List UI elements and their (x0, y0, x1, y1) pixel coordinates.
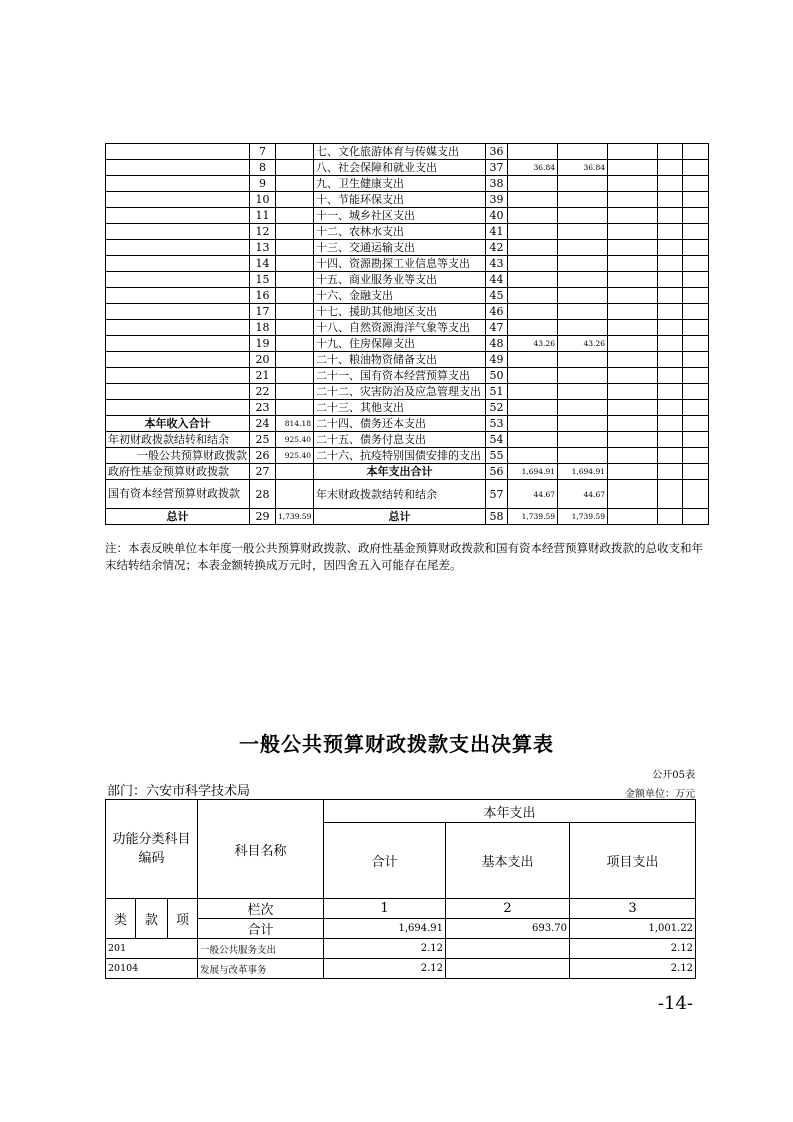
row-col4 (658, 400, 683, 416)
row-left-label (106, 336, 250, 352)
row-item-number: 54 (486, 432, 508, 448)
row-code: 201 (106, 939, 198, 959)
row-total-amount: 1,694.91 (508, 464, 558, 480)
row-basic-amount (558, 176, 608, 192)
row-total-amount (508, 288, 558, 304)
row-basic-amount (558, 320, 608, 336)
row-col5 (683, 240, 709, 256)
row-item-number: 52 (486, 400, 508, 416)
row-number: 7 (250, 144, 276, 160)
row-income-amount (276, 272, 314, 288)
row-total-amount (508, 304, 558, 320)
basic-header: 基本支出 (446, 823, 570, 899)
table-row (106, 400, 709, 416)
row-col4 (658, 384, 683, 400)
row-item-number: 44 (486, 272, 508, 288)
row-item-number: 37 (486, 160, 508, 176)
row-col5 (683, 272, 709, 288)
table-row (106, 368, 709, 384)
row-item-name: 二十五、债务付息支出 (314, 432, 486, 448)
table-row (106, 336, 709, 352)
row-item-number: 42 (486, 240, 508, 256)
row-number: 18 (250, 320, 276, 336)
row-left-label (106, 224, 250, 240)
row-number: 11 (250, 208, 276, 224)
row-item-number: 58 (486, 509, 508, 525)
row-basic-amount (558, 256, 608, 272)
row-col3 (608, 144, 658, 160)
page-title: 一般公共预算财政拨款支出决算表 (239, 732, 554, 756)
row-left-label (106, 144, 250, 160)
row-col5 (683, 509, 709, 525)
row-col4 (658, 176, 683, 192)
row-item-number: 39 (486, 192, 508, 208)
row-total-amount (508, 256, 558, 272)
row-col5 (683, 432, 709, 448)
row-total-amount: 43.26 (508, 336, 558, 352)
row-number: 14 (250, 256, 276, 272)
row-basic-amount (558, 352, 608, 368)
row-total-amount (508, 320, 558, 336)
row-col5 (683, 160, 709, 176)
row-col4 (658, 208, 683, 224)
row-number: 12 (250, 224, 276, 240)
row-left-label (106, 160, 250, 176)
row-item-name: 十四、资源勘探工业信息等支出 (314, 256, 486, 272)
row-basic-amount (558, 416, 608, 432)
row-income-amount (276, 464, 314, 480)
row-col5 (683, 176, 709, 192)
row-col3 (608, 320, 658, 336)
current-year-header: 本年支出 (324, 800, 696, 823)
table-row (106, 480, 709, 509)
row-total-amount (508, 272, 558, 288)
row-left-label: 国有资本经营预算财政拨款 (106, 480, 250, 509)
row-col4 (658, 272, 683, 288)
table-row (106, 256, 709, 272)
row-basic-amount (558, 192, 608, 208)
row-number: 29 (250, 509, 276, 525)
row-col3 (608, 160, 658, 176)
table-row (106, 509, 709, 525)
row-item-name: 二十四、债务还本支出 (314, 416, 486, 432)
row-total-amount (508, 144, 558, 160)
row-col4 (658, 320, 683, 336)
row-left-label (106, 320, 250, 336)
row-left-label: 一般公共预算财政拨款 (106, 448, 250, 464)
row-total: 2.12 (324, 959, 446, 979)
row-number: 26 (250, 448, 276, 464)
row-number: 9 (250, 176, 276, 192)
row-income-amount (276, 336, 314, 352)
total-row-basic: 693.70 (446, 919, 570, 939)
row-left-label (106, 240, 250, 256)
row-number: 19 (250, 336, 276, 352)
table-row (106, 288, 709, 304)
row-basic (446, 939, 570, 959)
page-number: -14- (657, 993, 693, 1014)
row-item-name: 十五、商业服务业等支出 (314, 272, 486, 288)
row-col5 (683, 352, 709, 368)
table-row (106, 272, 709, 288)
row-total: 2.12 (324, 939, 446, 959)
row-income-amount (276, 160, 314, 176)
row-basic-amount (558, 208, 608, 224)
row-col3 (608, 272, 658, 288)
row-basic-amount (558, 144, 608, 160)
row-income-amount (276, 288, 314, 304)
department-label: 部门：六安市科学技术局 (107, 784, 251, 799)
row-col3 (608, 256, 658, 272)
row-col4 (658, 288, 683, 304)
row-basic-amount (558, 384, 608, 400)
row-left-label (106, 368, 250, 384)
row-col3 (608, 368, 658, 384)
row-number: 23 (250, 400, 276, 416)
row-basic-amount (558, 432, 608, 448)
row-col3 (608, 224, 658, 240)
row-item-name: 十二、农林水支出 (314, 224, 486, 240)
row-number: 16 (250, 288, 276, 304)
row-item-number: 36 (486, 144, 508, 160)
row-col5 (683, 144, 709, 160)
row-total-amount (508, 352, 558, 368)
table-row (106, 448, 709, 464)
row-income-amount (276, 176, 314, 192)
col2-index: 2 (446, 899, 570, 919)
row-item-number: 48 (486, 336, 508, 352)
row-left-label (106, 288, 250, 304)
row-left-label (106, 384, 250, 400)
row-income-amount (276, 368, 314, 384)
row-item-name: 十六、金融支出 (314, 288, 486, 304)
expenditure-table (105, 799, 696, 979)
row-income-amount (276, 384, 314, 400)
row-item-name: 二十三、其他支出 (314, 400, 486, 416)
row-col4 (658, 240, 683, 256)
row-col5 (683, 384, 709, 400)
row-col4 (658, 304, 683, 320)
table-row (106, 240, 709, 256)
xiang-header: 项 (168, 899, 198, 939)
row-col4 (658, 256, 683, 272)
row-col5 (683, 208, 709, 224)
row-col4 (658, 160, 683, 176)
row-item-number: 47 (486, 320, 508, 336)
row-item-number: 43 (486, 256, 508, 272)
row-col5 (683, 464, 709, 480)
table-row (106, 384, 709, 400)
subject-name-header: 科目名称 (198, 800, 324, 899)
row-basic-amount: 44.67 (558, 480, 608, 509)
row-number: 24 (250, 416, 276, 432)
row-col5 (683, 480, 709, 509)
table-row (106, 144, 709, 160)
row-item-name: 八、社会保障和就业支出 (314, 160, 486, 176)
row-income-amount (276, 192, 314, 208)
row-item-name: 二十六、抗疫特别国债安排的支出 (314, 448, 486, 464)
kuan-header: 款 (136, 899, 168, 939)
row-item-number: 50 (486, 368, 508, 384)
total-header: 合计 (324, 823, 446, 899)
total-row-project: 1,001.22 (570, 919, 696, 939)
row-left-label (106, 176, 250, 192)
row-basic-amount (558, 272, 608, 288)
row-left-label: 政府性基金预算财政拨款 (106, 464, 250, 480)
unit-label: 金额单位：万元 (625, 789, 695, 800)
row-col4 (658, 432, 683, 448)
row-basic-amount (558, 448, 608, 464)
row-basic-amount (558, 288, 608, 304)
row-left-label (106, 208, 250, 224)
row-col5 (683, 400, 709, 416)
table-row (106, 464, 709, 480)
row-number: 13 (250, 240, 276, 256)
row-item-name: 本年支出合计 (314, 464, 486, 480)
row-basic-amount (558, 368, 608, 384)
row-left-label: 年初财政拨款结转和结余 (106, 432, 250, 448)
row-left-label (106, 304, 250, 320)
row-col3 (608, 176, 658, 192)
row-income-amount (276, 224, 314, 240)
row-number: 27 (250, 464, 276, 480)
row-col3 (608, 192, 658, 208)
row-number: 8 (250, 160, 276, 176)
row-income-amount (276, 240, 314, 256)
row-col3 (608, 480, 658, 509)
row-income-amount (276, 304, 314, 320)
row-item-number: 40 (486, 208, 508, 224)
row-item-name: 总计 (314, 509, 486, 525)
row-item-name: 二十二、灾害防治及应急管理支出 (314, 384, 486, 400)
row-number: 20 (250, 352, 276, 368)
row-number: 15 (250, 272, 276, 288)
table-row (106, 304, 709, 320)
row-col3 (608, 288, 658, 304)
row-total-amount (508, 384, 558, 400)
row-total-amount (508, 416, 558, 432)
row-total-amount: 44.67 (508, 480, 558, 509)
row-col3 (608, 208, 658, 224)
row-left-label (106, 192, 250, 208)
row-total-amount: 36.84 (508, 160, 558, 176)
row-left-label (106, 272, 250, 288)
row-col4 (658, 464, 683, 480)
total-row-total: 1,694.91 (324, 919, 446, 939)
column-order-label: 栏次 (198, 899, 324, 919)
row-col3 (608, 464, 658, 480)
row-number: 25 (250, 432, 276, 448)
row-total-amount (508, 176, 558, 192)
col3-index: 3 (570, 899, 696, 919)
row-col4 (658, 416, 683, 432)
row-item-name: 十八、自然资源海洋气象等支出 (314, 320, 486, 336)
table-number: 公开05表 (652, 770, 695, 781)
row-item-number: 45 (486, 288, 508, 304)
row-col5 (683, 320, 709, 336)
row-number: 10 (250, 192, 276, 208)
table-row (106, 176, 709, 192)
row-left-label (106, 400, 250, 416)
row-col5 (683, 256, 709, 272)
table-row (106, 959, 696, 979)
row-income-amount (276, 208, 314, 224)
row-total-amount (508, 240, 558, 256)
row-income-amount (276, 256, 314, 272)
row-basic-amount: 1,694.91 (558, 464, 608, 480)
row-col4 (658, 144, 683, 160)
func-code-header: 功能分类科目编码 (106, 800, 198, 899)
row-income-amount: 1,739.59 (276, 509, 314, 525)
row-col3 (608, 336, 658, 352)
row-col4 (658, 336, 683, 352)
row-basic (446, 959, 570, 979)
row-basic-amount: 1,739.59 (558, 509, 608, 525)
row-left-label: 总计 (106, 509, 250, 525)
row-col3 (608, 304, 658, 320)
row-col3 (608, 400, 658, 416)
row-col5 (683, 416, 709, 432)
row-item-number: 51 (486, 384, 508, 400)
row-left-label (106, 352, 250, 368)
row-total-amount (508, 400, 558, 416)
row-income-amount (276, 352, 314, 368)
row-income-amount: 814.18 (276, 416, 314, 432)
row-col3 (608, 509, 658, 525)
row-number: 22 (250, 384, 276, 400)
row-item-name: 十、节能环保支出 (314, 192, 486, 208)
row-basic-amount (558, 224, 608, 240)
row-col4 (658, 509, 683, 525)
row-income-amount (276, 480, 314, 509)
total-row-label: 合计 (198, 919, 324, 939)
row-income-amount (276, 320, 314, 336)
row-col3 (608, 240, 658, 256)
row-basic-amount: 36.84 (558, 160, 608, 176)
row-col3 (608, 352, 658, 368)
row-income-amount: 925.40 (276, 432, 314, 448)
row-item-name: 七、文化旅游体育与传媒支出 (314, 144, 486, 160)
fiscal-summary-table (105, 143, 709, 525)
row-col4 (658, 448, 683, 464)
row-basic-amount (558, 240, 608, 256)
row-item-number: 49 (486, 352, 508, 368)
table-row (106, 432, 709, 448)
row-basic-amount: 43.26 (558, 336, 608, 352)
table-row (106, 320, 709, 336)
row-name: 一般公共服务支出 (198, 939, 324, 959)
row-income-amount: 925.40 (276, 448, 314, 464)
row-basic-amount (558, 400, 608, 416)
row-number: 28 (250, 480, 276, 509)
row-total-amount (508, 432, 558, 448)
row-item-name: 年末财政拨款结转和结余 (314, 480, 486, 509)
table-row (106, 192, 709, 208)
row-total-amount (508, 208, 558, 224)
table-row (106, 939, 696, 959)
table-row (106, 352, 709, 368)
row-col4 (658, 192, 683, 208)
row-col4 (658, 224, 683, 240)
row-item-name: 九、卫生健康支出 (314, 176, 486, 192)
row-name: 发展与改革事务 (198, 959, 324, 979)
row-item-number: 53 (486, 416, 508, 432)
table-row (106, 208, 709, 224)
row-total-amount (508, 224, 558, 240)
row-project: 2.12 (570, 939, 696, 959)
row-item-name: 十九、住房保障支出 (314, 336, 486, 352)
row-left-label (106, 256, 250, 272)
row-col5 (683, 224, 709, 240)
row-col3 (608, 384, 658, 400)
row-item-name: 二十、粮油物资储备支出 (314, 352, 486, 368)
row-total-amount (508, 448, 558, 464)
row-item-name: 二十一、国有资本经营预算支出 (314, 368, 486, 384)
row-left-label: 本年收入合计 (106, 416, 250, 432)
row-col3 (608, 416, 658, 432)
table-note: 注：本表反映单位本年度一般公共预算财政拨款、政府性基金预算财政拨款和国有资本经营预算财政拨款的总收支和年末结转结余情况；本表金额转换成万元时，因四舍五入可能存在尾差。 (105, 541, 703, 572)
lei-header: 类 (106, 899, 136, 939)
row-col5 (683, 192, 709, 208)
col1-index: 1 (324, 899, 446, 919)
table-row (106, 160, 709, 176)
row-total-amount: 1,739.59 (508, 509, 558, 525)
row-item-name: 十一、城乡社区支出 (314, 208, 486, 224)
row-item-number: 46 (486, 304, 508, 320)
row-item-name: 十三、交通运输支出 (314, 240, 486, 256)
row-code: 20104 (106, 959, 198, 979)
row-income-amount (276, 400, 314, 416)
row-item-number: 55 (486, 448, 508, 464)
row-col4 (658, 480, 683, 509)
row-col3 (608, 432, 658, 448)
row-col4 (658, 368, 683, 384)
row-item-number: 56 (486, 464, 508, 480)
row-item-name: 十七、援助其他地区支出 (314, 304, 486, 320)
project-header: 项目支出 (570, 823, 696, 899)
row-col3 (608, 448, 658, 464)
row-col5 (683, 304, 709, 320)
row-col5 (683, 336, 709, 352)
row-item-number: 41 (486, 224, 508, 240)
row-col5 (683, 288, 709, 304)
row-col5 (683, 448, 709, 464)
row-col4 (658, 352, 683, 368)
table-row (106, 416, 709, 432)
row-total-amount (508, 192, 558, 208)
row-item-number: 57 (486, 480, 508, 509)
row-col5 (683, 368, 709, 384)
table-row (106, 224, 709, 240)
row-number: 21 (250, 368, 276, 384)
row-total-amount (508, 368, 558, 384)
row-number: 17 (250, 304, 276, 320)
row-item-number: 38 (486, 176, 508, 192)
row-basic-amount (558, 304, 608, 320)
row-income-amount (276, 144, 314, 160)
row-project: 2.12 (570, 959, 696, 979)
